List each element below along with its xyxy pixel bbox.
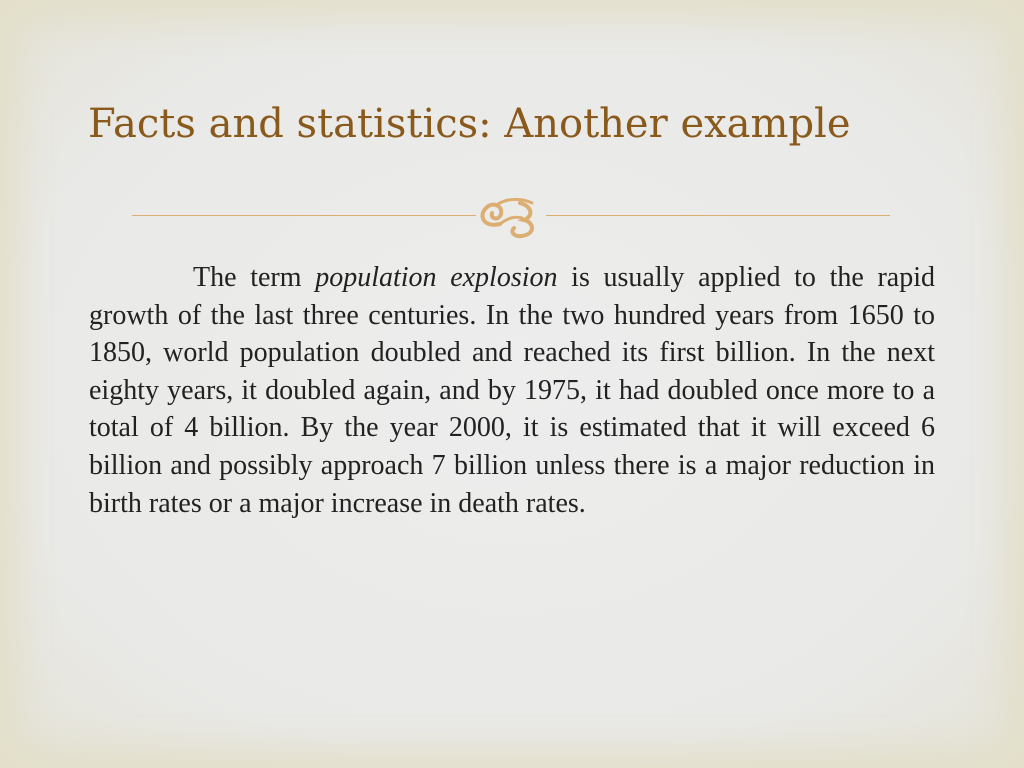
title-divider: [132, 196, 890, 236]
fleuron-ornament-icon: [470, 194, 552, 240]
divider-line-left: [132, 215, 476, 216]
divider-line-right: [546, 215, 890, 216]
paragraph-lead: The term: [193, 262, 316, 293]
paragraph-rest: is usually applied to the rapid growth of the last three centuries. In the two hundred years from 1650 to 1850, world population doubled and reached its first billion. In the next eighty years, it doubled again, and by 1975, it had doubled once more to a total of 4 billion. By the year 2000, it is estimated that it will exceed 6 billion and possibly approach 7 billion unless there is a major reduction in birth rates or a major increase in death rates.: [89, 262, 936, 519]
body-paragraph: [89, 259, 935, 522]
slide-title: Facts and statistics: Another example: [88, 101, 851, 147]
term-population-explosion: population explosion: [315, 262, 558, 293]
